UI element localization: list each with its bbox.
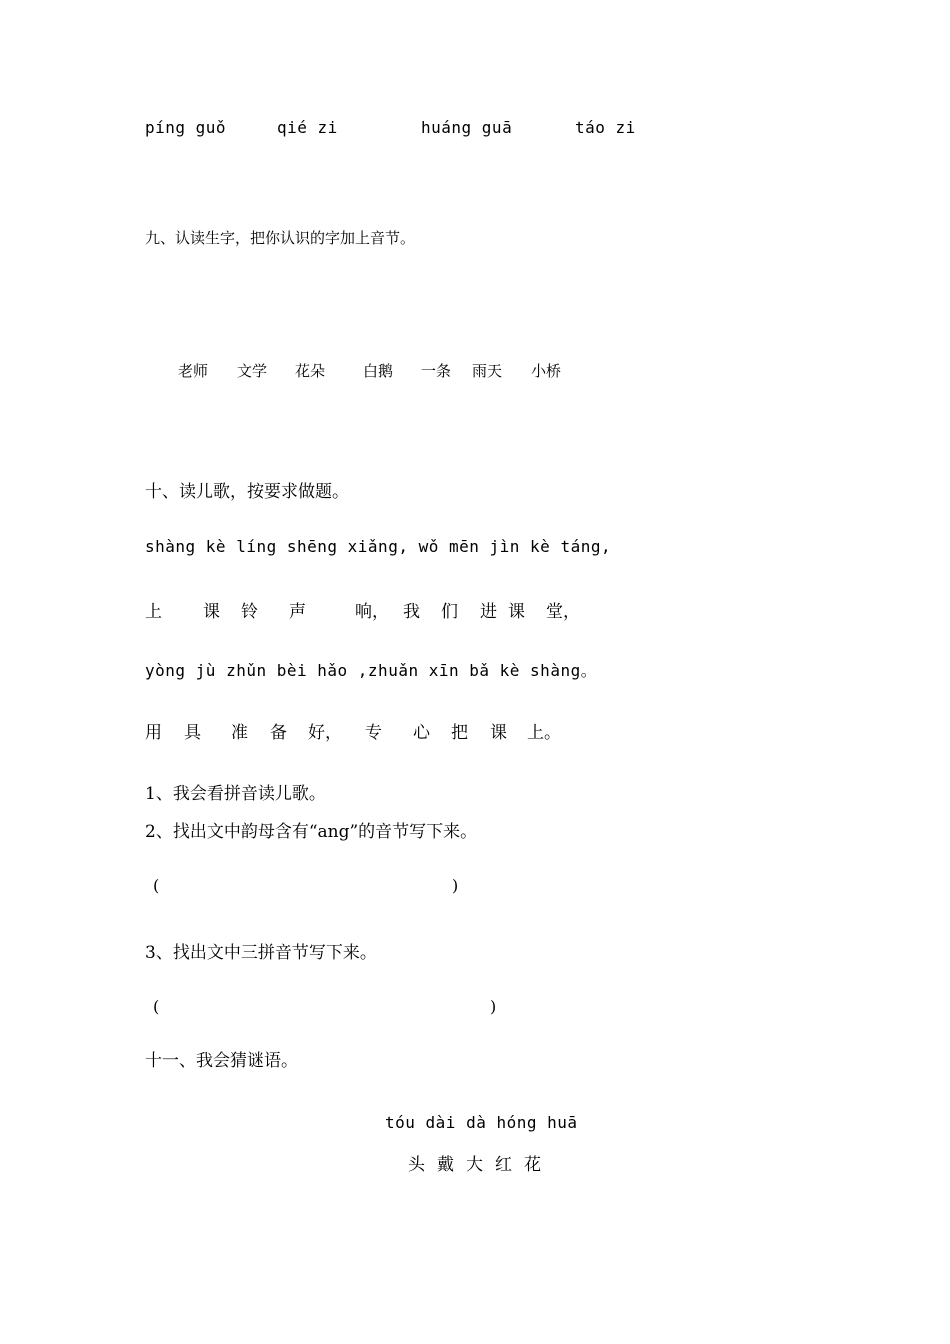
close-paren: ) [490, 997, 497, 1016]
poem-char: 具 [184, 723, 201, 743]
riddle-char: 红 [495, 1155, 512, 1175]
word-item: 老师 [178, 362, 209, 380]
pinyin-qiezi: qié zi [277, 118, 338, 137]
riddle-char: 头 [408, 1155, 425, 1175]
poem-char: 专 [365, 723, 382, 743]
poem-char: 课 [508, 602, 525, 622]
poem-char: 好， [308, 723, 342, 743]
poem-char: 把 [451, 723, 468, 743]
poem-char: 进 [480, 602, 497, 622]
poem-char: 上。 [527, 723, 561, 743]
word-item: 白鹅 [363, 362, 394, 380]
section10-title: 十、读儿歌，按要求做题。 [145, 482, 349, 502]
poem-char: 备 [270, 723, 287, 743]
section9-title: 九、认读生字，把你认识的字加上音节。 [145, 229, 416, 247]
section11-title: 十一、我会猜谜语。 [145, 1051, 298, 1071]
riddle-char: 大 [466, 1155, 483, 1175]
poem-char: 课 [203, 602, 220, 622]
word-item: 雨天 [472, 362, 503, 380]
riddle-pinyin: tóu dài dà hóng huā [385, 1113, 578, 1132]
poem-char: 上 [145, 602, 162, 622]
open-paren: ( [153, 997, 160, 1016]
pinyin-huanggua: huáng guā [421, 118, 513, 137]
poem-pinyin-line-1: shàng kè líng shēng xiǎng, wǒ mēn jìn kè táng, [145, 537, 612, 556]
pinyin-pingguo: píng guǒ [145, 118, 227, 137]
open-paren: ( [153, 876, 160, 895]
question-1: 1、我会看拼音读儿歌。 [145, 784, 326, 804]
poem-char: 课 [490, 723, 507, 743]
word-item: 小桥 [531, 362, 562, 380]
poem-char: 用 [145, 723, 162, 743]
riddle-char: 花 [524, 1155, 541, 1175]
pinyin-taozi: táo zi [575, 118, 636, 137]
word-item: 文学 [237, 362, 268, 380]
poem-char: 我 [403, 602, 420, 622]
riddle-char: 戴 [437, 1155, 454, 1175]
close-paren: ) [452, 876, 459, 895]
poem-char: 们 [441, 602, 458, 622]
poem-char: 响， [355, 602, 389, 622]
word-item: 一条 [421, 362, 452, 380]
poem-char: 心 [413, 723, 430, 743]
word-item: 花朵 [295, 362, 326, 380]
poem-char: 声 [289, 602, 306, 622]
poem-char: 准 [231, 723, 248, 743]
poem-char: 堂， [546, 602, 580, 622]
poem-char: 铃 [241, 602, 258, 622]
question-3: 3、找出文中三拼音节写下来。 [145, 943, 377, 963]
question-2: 2、找出文中韵母含有“ang”的音节写下来。 [145, 822, 478, 842]
poem-pinyin-line-2: yòng jù zhǔn bèi hǎo ,zhuǎn xīn bǎ kè shàng。 [145, 661, 598, 680]
